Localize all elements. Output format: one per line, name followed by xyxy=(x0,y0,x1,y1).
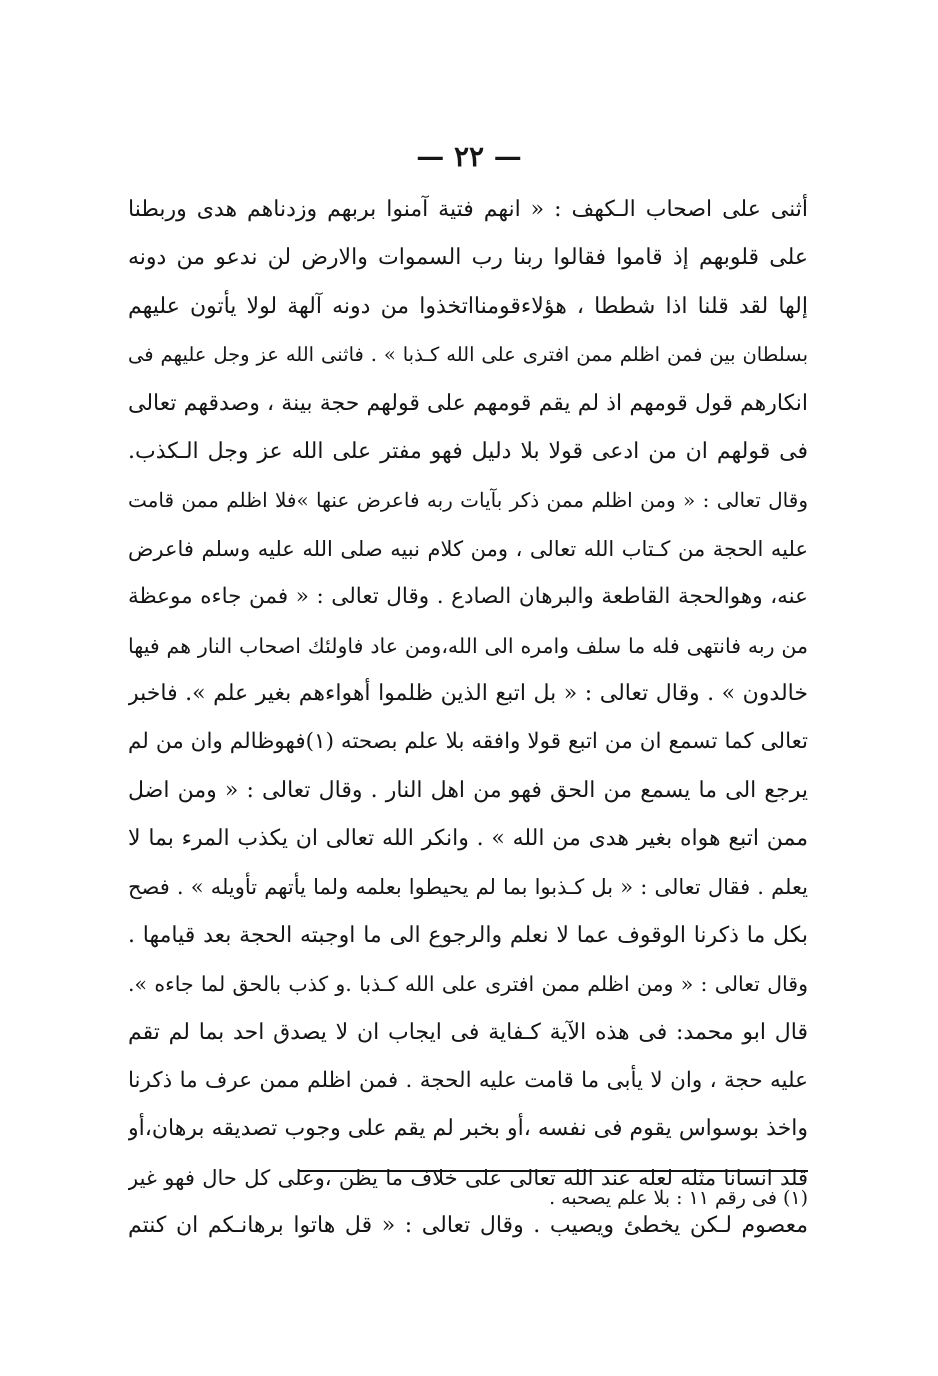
text-line-12: تعالى كما تسمع ان من اتبع قولا وافقه بلا علم بصحته (١)فهوظالم وان من لم xyxy=(128,729,808,755)
text-line-8: عليه الحجة من كـتاب الله تعالى ، ومن كلام نبيه صلى الله عليه وسلم فاعرض xyxy=(128,536,808,561)
text-line-3: إلها لقد قلنا اذا شططا ، هؤلاءقومنااتخذوا من دونه آلهة لولا يأتون عليهم xyxy=(128,293,808,319)
text-line-20: واخذ بوسواس يقوم فى نفسه ،أو بخبر لم يقم على وجوب تصديقه برهان،أو xyxy=(128,1116,808,1142)
footnote-divider xyxy=(298,1170,808,1172)
text-line-18: قال ابو محمد: فى هذه الآية كـفاية فى ايجاب ان لا يصدق احد بما لم تقم xyxy=(128,1019,808,1045)
text-line-17: وقال تعالى : « ومن اظلم ممن افترى على الله كـذبا .و كذب بالحق لما جاءه ». xyxy=(128,972,808,997)
text-line-9: عنه، وهوالحجة القاطعة والبرهان الصادع . وقال تعالى : « فمن جاءه موعظة xyxy=(128,584,808,610)
text-line-4: بسلطان بين فمن اظلم ممن افترى على الله كـذبا » . فاثنى الله عز وجل عليهم فى xyxy=(128,343,808,367)
text-line-5: انكارهم قول قومهم اذ لم يقم قومهم على قولهم حجة بينة ، وصدقهم تعالى xyxy=(128,390,808,416)
text-line-7: وقال تعالى : « ومن اظلم ممن ذكر بآيات ربه فاعرض عنها »فلا اظلم ممن قامت xyxy=(128,488,808,513)
text-line-14: ممن اتبع هواه بغير هدى من الله » . وانكر الله تعالى ان يكذب المرء بما لا xyxy=(128,826,808,852)
text-line-13: يرجع الى ما يسمع من الحق فهو من اهل النار . وقال تعالى : « ومن اضل xyxy=(128,777,808,803)
text-line-6: فى قولهم ان من ادعى قولا بلا دليل فهو مفتر على الله عز وجل الـكذب. xyxy=(128,438,808,464)
text-line-1: أثنى على اصحاب الـكهف : « انهم فتية آمنوا بربهم وزدناهم هدى وربطنا xyxy=(128,197,808,222)
text-line-19: عليه حجة ، وان لا يأبى ما قامت عليه الحجة . فمن اظلم ممن عرف ما ذكرنا xyxy=(128,1068,808,1094)
text-line-22: معصوم لـكن يخطئ ويصيب . وقال تعالى : « قل هاتوا برهانـكم ان كنتم xyxy=(128,1213,808,1239)
text-line-16: بكل ما ذكرنا الوقوف عما لا نعلم والرجوع الى ما اوجبته الحجة بعد قيامها . xyxy=(128,922,808,948)
page-number: — ٢٢ — xyxy=(416,140,522,173)
text-line-10: من ربه فانتهى فله ما سلف وامره الى الله،ومن عاد فاولئك اصحاب النار هم فيها xyxy=(128,633,808,658)
text-line-2: على قلوبهم إذ قاموا فقالوا ربنا رب السموات والارض لن ندعو من دونه xyxy=(128,245,808,271)
body-text xyxy=(128,186,808,1251)
text-line-15: يعلم . فقال تعالى : « بل كـذبوا بما لم يحيطوا بعلمه ولما يأتهم تأويله » . فصح xyxy=(128,875,808,900)
text-line-21: قلد انسانا مثله لعله عند الله تعالى على خلاف ما يظن ،وعلى كل حال فهو غير xyxy=(128,1165,808,1190)
footnote: (١) فى رقم ١١ : بلا علم يصحبه . xyxy=(549,1187,808,1209)
text-line-11: خالدون » . وقال تعالى : « بل اتبع الذين ظلموا أهواءهم بغير علم ». فاخبر xyxy=(128,680,808,706)
